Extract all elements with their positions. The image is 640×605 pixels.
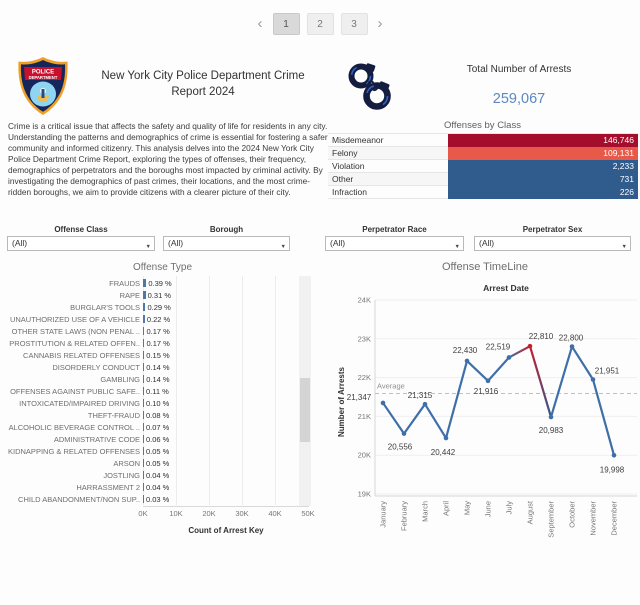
filter-dropdown-perpetrator-race[interactable]	[325, 236, 464, 251]
average-label: Average	[377, 381, 405, 391]
filter-value-offense-class: (All)	[12, 238, 28, 248]
point-label: 22,800	[558, 333, 584, 343]
offense-type-row[interactable]	[0, 445, 325, 457]
data-point	[402, 431, 407, 436]
month-label: February	[399, 501, 409, 532]
offense-type-label: THEFT-FRAUD	[87, 410, 140, 420]
month-label: November	[588, 501, 598, 536]
offense-type-label: OFFENSES AGAINST PUBLIC SAFE..	[10, 386, 140, 396]
class-label: Violation	[328, 160, 448, 173]
page-button-2[interactable]: 2	[307, 13, 334, 35]
chevron-down-icon: ▼	[145, 244, 151, 250]
offense-type-percent: 0.04 %	[146, 470, 170, 480]
offenses-by-class-title: Offenses by Class	[444, 120, 521, 131]
month-label: April	[441, 501, 451, 517]
offense-type-row[interactable]	[0, 433, 325, 445]
month-label: January	[378, 501, 388, 528]
offense-type-row[interactable]	[0, 289, 325, 301]
filter-value-perpetrator-sex: (All)	[479, 238, 495, 248]
data-point	[570, 344, 575, 349]
filter-value-borough: (All)	[168, 238, 184, 248]
month-label: December	[609, 501, 619, 536]
data-point	[591, 377, 596, 382]
offense-type-row[interactable]	[0, 301, 325, 313]
offense-type-row[interactable]	[0, 349, 325, 361]
offense-type-row[interactable]	[0, 361, 325, 373]
offense-type-row[interactable]	[0, 277, 325, 289]
offense-type-label: JOSTLING	[103, 470, 140, 480]
y-tick-label: 24K	[357, 295, 371, 305]
offense-timeline-title: Offense TimeLine	[441, 261, 528, 273]
offense-type-row[interactable]	[0, 385, 325, 397]
class-label: Misdemeanor	[328, 134, 448, 147]
offense-type-label: ADMINISTRATIVE CODE	[53, 434, 140, 444]
offense-type-percent: 0.29 %	[147, 302, 171, 312]
offense-type-percent: 0.10 %	[146, 398, 170, 408]
page-button-3[interactable]: 3	[341, 13, 368, 35]
offense-type-row[interactable]	[0, 373, 325, 385]
offense-type-percent: 0.05 %	[146, 446, 170, 456]
filter-dropdown-perpetrator-sex[interactable]	[474, 236, 631, 251]
pagination	[0, 13, 640, 35]
page-title-line1: New York City Police Department Crime	[101, 70, 305, 82]
point-label: 22,430	[452, 345, 478, 355]
offense-type-percent: 0.39 %	[148, 278, 172, 288]
offense-type-label: CANNABIS RELATED OFFENSES	[23, 350, 140, 360]
offense-type-label: OTHER STATE LAWS (NON PENAL ..	[11, 326, 140, 336]
offense-type-title: Offense Type	[132, 262, 193, 273]
chevron-down-icon: ▼	[280, 244, 286, 250]
offense-type-scrollbar[interactable]	[299, 276, 311, 506]
offense-type-row[interactable]	[0, 313, 325, 325]
class-bar[interactable]: 109,131	[448, 147, 638, 160]
class-label: Felony	[328, 147, 448, 160]
data-point	[612, 453, 617, 458]
timeline-grid	[358, 296, 637, 499]
filter-label-offense-class: Offense Class	[54, 225, 108, 234]
offense-type-row[interactable]	[0, 457, 325, 469]
offenses-by-class-chart	[328, 133, 638, 199]
filter-label-perpetrator-sex: Perpetrator Sex	[522, 225, 583, 234]
point-label: 19,998	[599, 465, 625, 475]
offense-type-percent: 0.31 %	[147, 290, 171, 300]
month-label: May	[462, 501, 472, 516]
x-tick-label: 50K	[301, 509, 315, 518]
arrest-date-subtitle: Arrest Date	[483, 283, 529, 293]
filter-dropdown-borough[interactable]	[163, 236, 290, 251]
x-tick-label: 0K	[138, 509, 148, 518]
class-bar[interactable]: 226	[448, 186, 638, 199]
filter-value-perpetrator-race: (All)	[330, 238, 346, 248]
offense-type-percent: 0.08 %	[146, 410, 170, 420]
offense-type-row[interactable]	[0, 493, 325, 505]
offense-type-row[interactable]	[0, 421, 325, 433]
timeline-point-labels	[347, 332, 625, 474]
class-row[interactable]	[328, 173, 638, 186]
y-tick-label: 20K	[357, 450, 371, 460]
timeline-line[interactable]	[383, 346, 614, 458]
class-row[interactable]	[328, 186, 638, 199]
class-row[interactable]	[328, 147, 638, 160]
point-label: 21,951	[594, 366, 620, 376]
timeline-y-axis-title: Number of Arrests	[337, 367, 346, 437]
page-title	[78, 68, 328, 100]
page-title-line2: Report 2024	[171, 86, 235, 98]
total-arrests-value: 259,067	[492, 91, 546, 107]
y-tick-label: 21K	[357, 411, 371, 421]
offense-type-bars	[0, 277, 325, 505]
offense-type-label: PROSTITUTION & RELATED OFFEN..	[9, 338, 140, 348]
total-arrests-label: Total Number of Arrests	[466, 64, 572, 75]
offense-type-row[interactable]	[0, 325, 325, 337]
offense-timeline-chart	[333, 293, 640, 570]
point-label: 21,347	[346, 392, 372, 402]
offense-type-percent: 0.03 %	[146, 494, 170, 504]
svg-text:DEPARTMENT: DEPARTMENT	[28, 75, 58, 80]
offense-type-label: FRAUDS	[109, 278, 140, 288]
data-point	[423, 402, 428, 407]
offense-type-x-axis	[143, 506, 309, 507]
offense-type-percent: 0.07 %	[146, 422, 170, 432]
data-point	[528, 344, 533, 349]
offense-type-label: UNAUTHORIZED USE OF A VEHICLE	[9, 314, 140, 324]
month-label: March	[420, 501, 430, 522]
offense-type-label: INTOXICATED/IMPAIRED DRIVING	[19, 398, 140, 408]
x-tick-label: 20K	[202, 509, 216, 518]
chevron-down-icon: ▼	[621, 244, 627, 250]
class-label: Infraction	[328, 186, 448, 199]
nypd-shield-icon	[16, 56, 70, 116]
point-label: 22,810	[528, 332, 554, 342]
offense-type-percent: 0.22 %	[146, 314, 171, 324]
offense-type-label: ARSON	[113, 458, 140, 468]
offense-type-percent: 0.17 %	[146, 326, 170, 336]
offense-type-row[interactable]	[0, 481, 325, 493]
y-tick-label: 22K	[357, 373, 371, 383]
filter-label-borough: Borough	[209, 225, 244, 234]
data-point	[507, 355, 512, 360]
data-point	[465, 359, 470, 364]
offense-type-percent: 0.15 %	[146, 350, 170, 360]
offense-type-row[interactable]	[0, 397, 325, 409]
data-point	[486, 379, 491, 384]
point-label: 20,556	[387, 442, 413, 452]
offense-type-label: DISORDERLY CONDUCT	[52, 362, 140, 372]
month-label: August	[525, 501, 535, 525]
class-bar[interactable]: 731	[448, 173, 638, 186]
y-tick-label: 23K	[357, 334, 371, 344]
next-page-icon[interactable]: ›	[377, 15, 383, 32]
offense-type-label: RAPE	[119, 290, 140, 300]
filter-dropdown-offense-class[interactable]	[7, 236, 155, 251]
offense-type-label: BURGLAR'S TOOLS	[70, 302, 140, 312]
nypd-logo	[16, 56, 70, 121]
offense-type-row[interactable]	[0, 337, 325, 349]
offense-type-percent: 0.14 %	[146, 374, 170, 384]
offense-type-label: CHILD ABANDONMENT/NON SUP..	[18, 494, 140, 504]
offense-type-label: GAMBLING	[100, 374, 140, 384]
offense-type-percent: 0.17 %	[146, 338, 170, 348]
point-label: 21,916	[473, 386, 499, 396]
month-label: October	[567, 501, 577, 528]
offense-type-percent: 0.04 %	[146, 482, 170, 492]
y-tick-label: 19K	[357, 489, 371, 499]
data-point	[549, 415, 554, 420]
offense-type-percent: 0.14 %	[146, 362, 170, 372]
point-label: 22,519	[485, 342, 511, 352]
data-point	[444, 436, 449, 441]
x-tick-label: 40K	[268, 509, 282, 518]
offense-type-x-axis-title: Count of Arrest Key	[188, 526, 264, 535]
month-label: July	[504, 501, 514, 515]
intro-paragraph: Crime is a critical issue that affects the safety and quality of life for residents in any city. Understanding the patterns and demographics of crime is essential for fostering a safer community and informed citizenry. This analysis delves into the 2024 New York City Police Department Crime Report, exploring the types of offenses, their frequency, demographics of perpetrators and the boroughs most impacted by criminal activity. By investigating the demographics of past crimes, their locations, and the most crime-ridden boroughs, we aim to provide citizens with a clearer picture of their city.	[8, 121, 328, 197]
class-row[interactable]	[328, 134, 638, 147]
offense-type-percent: 0.06 %	[146, 434, 170, 444]
month-label: September	[546, 501, 556, 538]
offense-type-label: ALCOHOLIC BEVERAGE CONTROL ..	[8, 422, 140, 432]
x-tick-label: 10K	[169, 509, 183, 518]
scrollbar-thumb[interactable]	[300, 378, 310, 442]
class-bar[interactable]: 146,746	[448, 134, 638, 147]
class-label: Other	[328, 173, 448, 186]
filter-label-perpetrator-race: Perpetrator Race	[362, 225, 427, 234]
chevron-down-icon: ▼	[454, 244, 460, 250]
handcuffs-icon	[346, 61, 394, 111]
class-row[interactable]	[328, 160, 638, 173]
page-button-1[interactable]: 1	[273, 13, 300, 35]
svg-text:POLICE: POLICE	[31, 69, 55, 76]
timeline-month-labels	[379, 500, 619, 538]
prev-page-icon[interactable]: ‹	[257, 15, 263, 32]
handcuffs	[346, 61, 394, 116]
x-tick-label: 30K	[235, 509, 249, 518]
offense-type-label: HARRASSMENT 2	[76, 482, 140, 492]
point-label: 21,315	[407, 391, 433, 401]
offense-type-percent: 0.05 %	[146, 458, 170, 468]
offense-type-row[interactable]	[0, 409, 325, 421]
offense-type-row[interactable]	[0, 469, 325, 481]
offense-type-percent: 0.11 %	[146, 386, 169, 396]
point-label: 20,442	[430, 448, 456, 458]
data-point	[381, 401, 386, 406]
class-bar[interactable]: 2,233	[448, 160, 638, 173]
point-label: 20,983	[538, 426, 564, 436]
month-label: June	[483, 501, 493, 518]
offense-type-label: KIDNAPPING & RELATED OFFENSES	[8, 446, 140, 456]
